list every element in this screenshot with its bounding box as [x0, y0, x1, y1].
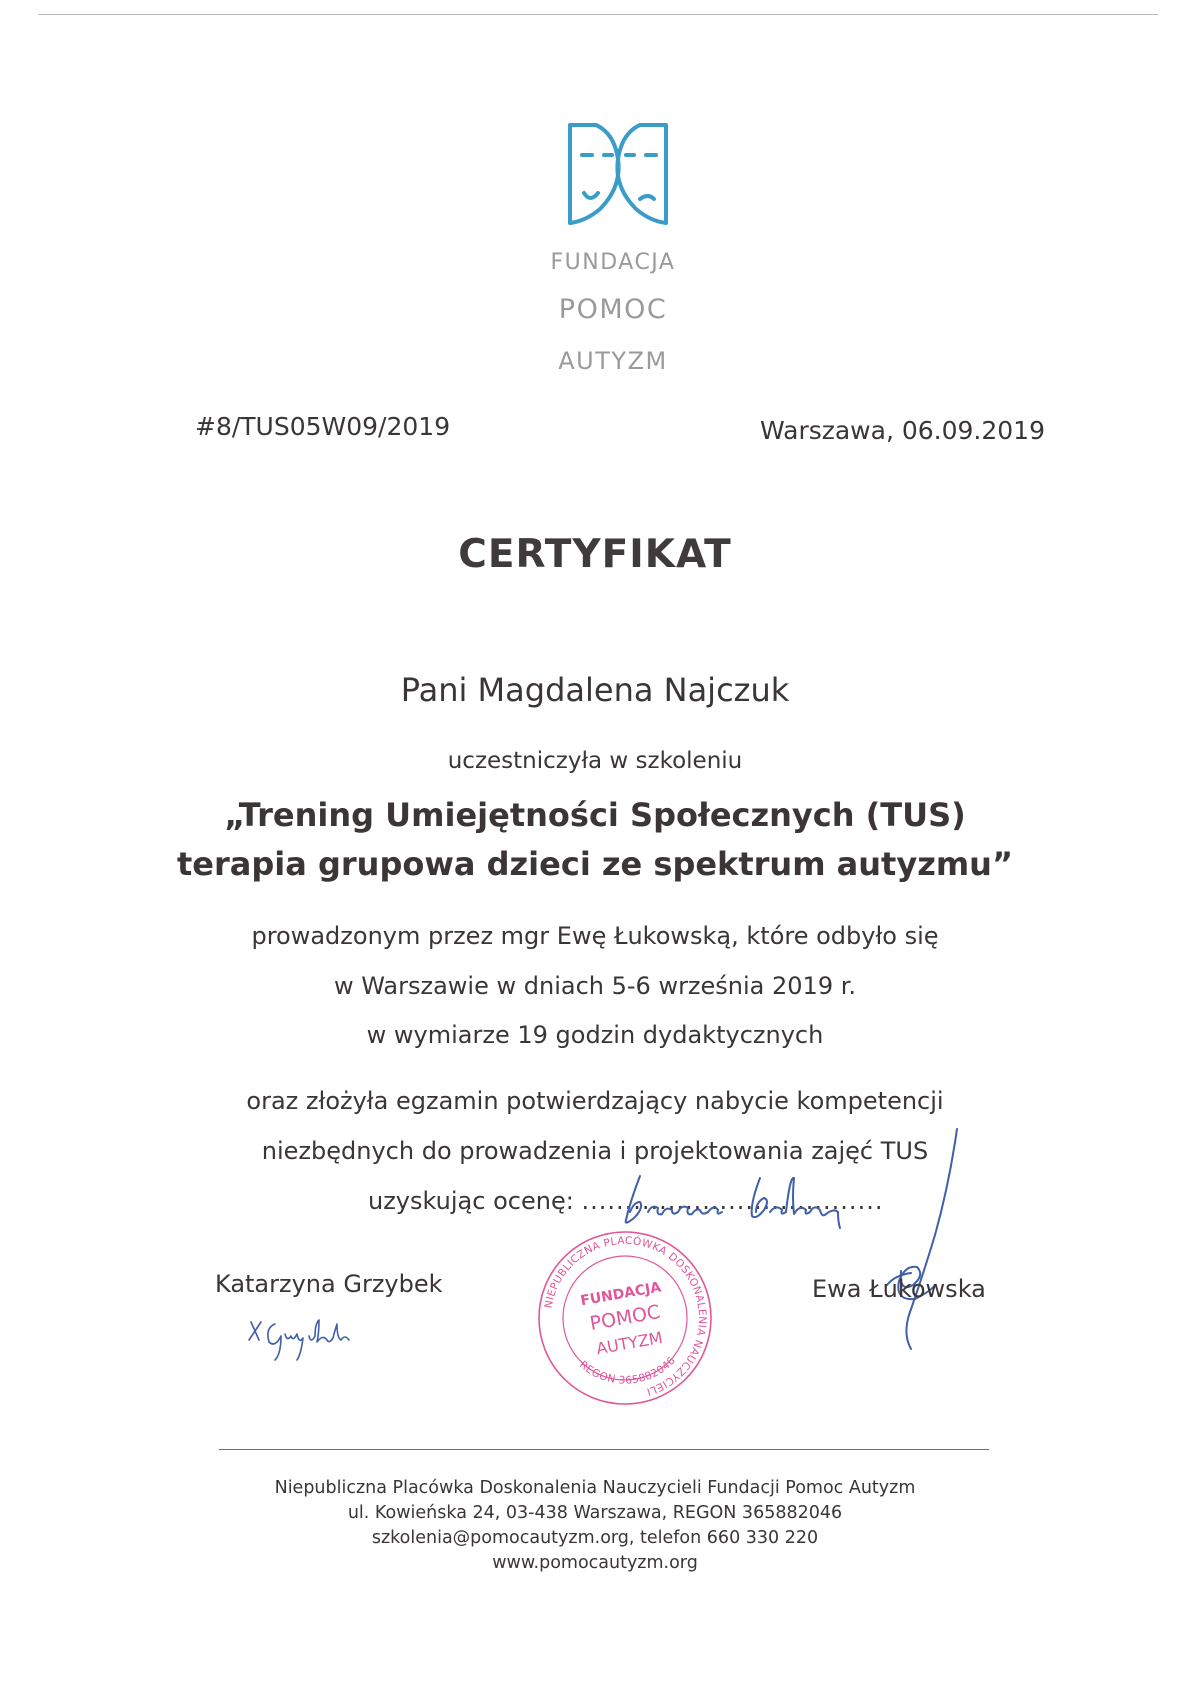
grade-dotted-line: ...................................	[581, 1187, 884, 1215]
signatory-left-name: Katarzyna Grzybek	[215, 1270, 443, 1298]
logo-text-fundacja: FUNDACJA	[550, 250, 676, 275]
signatory-right-name: Ewa Łukowska	[812, 1275, 986, 1303]
logo-text-pomoc: POMOC	[558, 294, 668, 325]
exam-text-line-2: niezbędnych do prowadzenia i projektowania zajęć TUS	[261, 1137, 929, 1165]
stamp-center-pomoc: POMOC	[588, 1300, 662, 1336]
place-and-date: Warszawa, 06.09.2019	[760, 416, 1045, 445]
trainer-text: prowadzonym przez mgr Ewę Łukowską, które odbyło się	[251, 922, 939, 950]
training-title-line-1: „Trening Umiejętności Społecznych (TUS)	[224, 796, 966, 834]
certificate-title: CERTYFIKAT	[458, 532, 732, 577]
grade-label: uzyskując ocenę:	[368, 1187, 574, 1215]
grade-row	[368, 1187, 883, 1215]
signature-katarzyna-grzybek	[245, 1310, 365, 1365]
stamp-center-fundacja: FUNDACJA	[579, 1279, 663, 1310]
recipient-name: Pani Magdalena Najczuk	[400, 671, 790, 709]
stamp-center-autyzm: AUTYZM	[594, 1327, 665, 1359]
institution-stamp	[535, 1228, 715, 1408]
footer-divider	[219, 1449, 989, 1450]
footer-contact: szkolenia@pomocautyzm.org, telefon 660 330 220	[371, 1528, 819, 1548]
foundation-logo-masks	[556, 113, 680, 237]
footer-institution-name: Niepubliczna Placówka Doskonalenia Nauczycieli Fundacji Pomoc Autyzm	[274, 1478, 916, 1498]
training-dates-text: w Warszawie w dniach 5-6 września 2019 r.	[333, 972, 857, 1000]
logo-text-autyzm: AUTYZM	[558, 347, 668, 375]
stamp-ring-text: NIEPUBLICZNA PLACÓWKA DOSKONALENIA NAUCZYCIELI	[542, 1234, 709, 1398]
top-divider	[38, 14, 1158, 15]
stamp-regon-text: REGON 365882046	[577, 1354, 679, 1387]
certificate-reference-number: #8/TUS05W09/2019	[195, 412, 451, 441]
footer-address: ul. Kowieńska 24, 03-438 Warszawa, REGON 365882046	[347, 1503, 843, 1523]
participation-text: uczestniczyła w szkoleniu	[447, 748, 743, 774]
training-title-line-2: terapia grupowa dzieci ze spektrum autyzmu”	[177, 845, 1013, 883]
exam-text-line-1: oraz złożyła egzamin potwierdzający nabycie kompetencji	[246, 1087, 944, 1115]
training-hours-text: w wymiarze 19 godzin dydaktycznych	[366, 1021, 824, 1049]
footer-website-link[interactable]: www.pomocautyzm.org	[492, 1553, 698, 1573]
